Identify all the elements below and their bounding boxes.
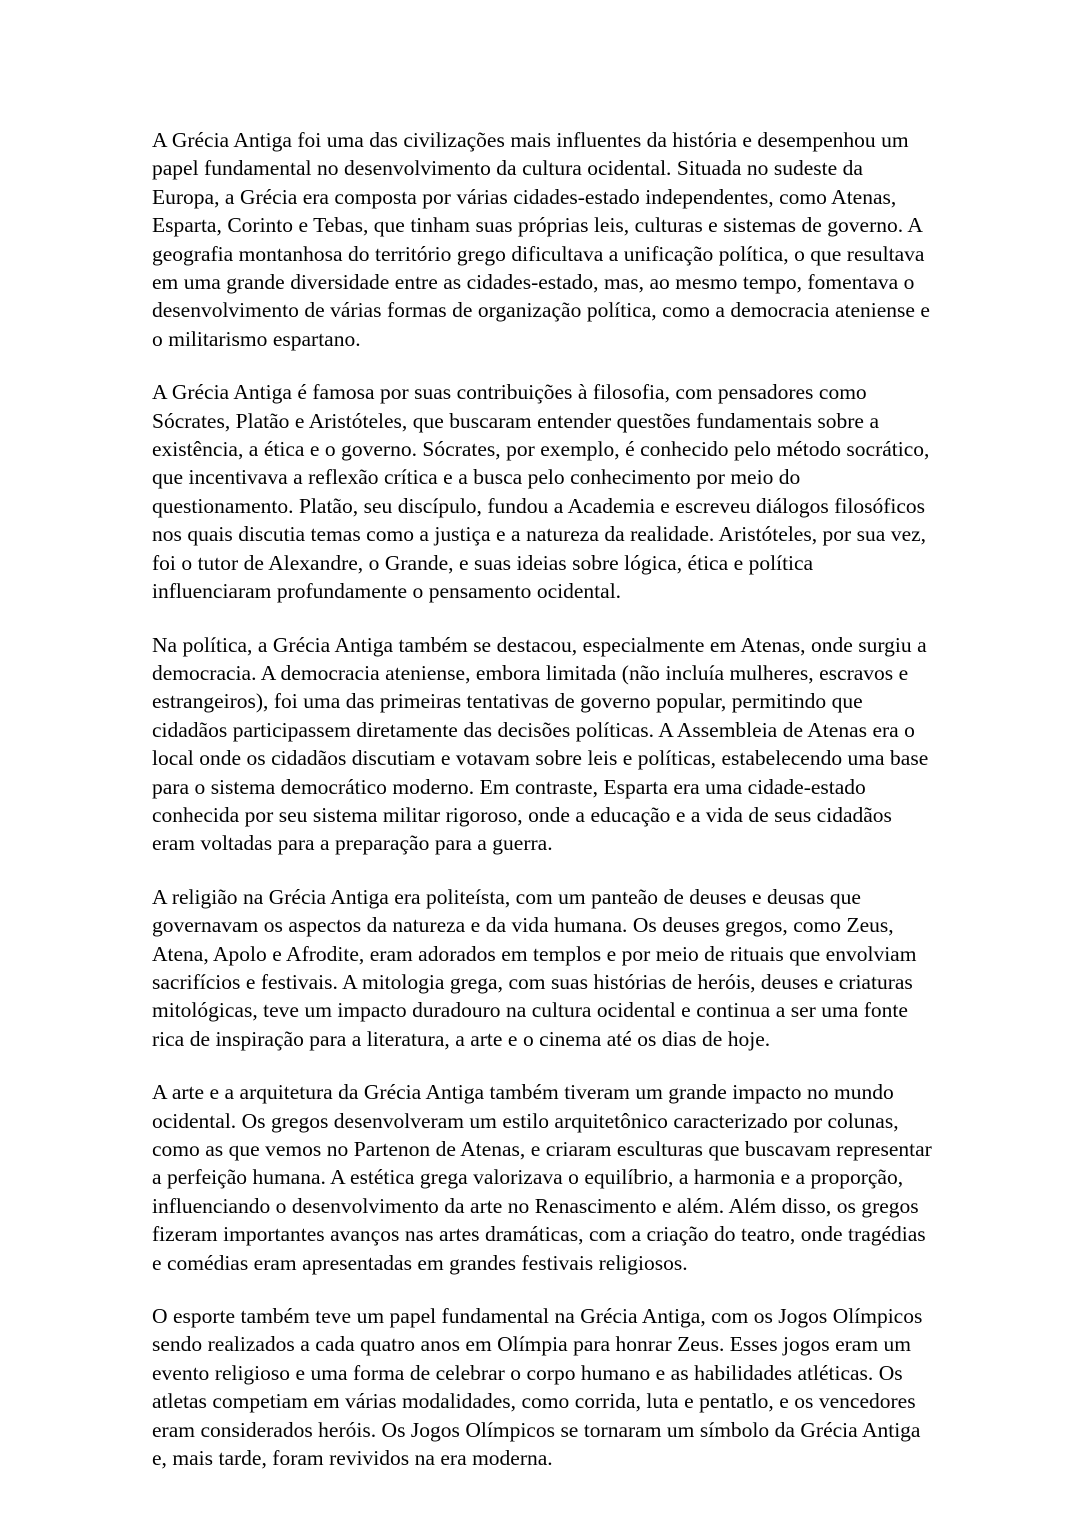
paragraph-3: Na política, a Grécia Antiga também se destacou, especialmente em Atenas, onde surgiu a democracia. A democracia ateniense, embora limitada (não incluía mulheres, escravos e estrangeiros), foi uma das primeiras tentativas de governo popular, permitindo que cidadãos participassem diretamente das decisões políticas. A Assembleia de Atenas era o local onde os cidadãos discutiam e votavam sobre leis e políticas, estabelecendo uma base para o sistema democrático moderno. Em contraste, Esparta era uma cidade-estado conhecida por seu sistema militar rigoroso, onde a educação e a vida de seus cidadãos eram voltadas para a preparação para a guerra. bbox=[152, 632, 929, 856]
paragraph-1: A Grécia Antiga foi uma das civilizações mais influentes da história e desempenhou um papel fundamental no desenvolvimento da cultura ocidental. Situada no sudeste da Europa, a Grécia era composta por várias cidades-estado independentes, como Atenas, Esparta, Corinto e Tebas, que tinham suas próprias leis, culturas e sistemas de governo. A geografia montanhosa do território grego dificultava a unificação política, o que resultava em uma grande diversidade entre as cidades-estado, mas, ao mesmo tempo, fomentava o desenvolvimento de várias formas de organização política, como a democracia ateniense e o militarismo espartano. bbox=[152, 128, 930, 351]
paragraph-4: A religião na Grécia Antiga era politeísta, com um panteão de deuses e deusas que governavam os aspectos da natureza e da vida humana. Os deuses gregos, como Zeus, Atena, Apolo e Afrodite, eram adorados em templos e por meio de rituais que envolviam sacrifícios e festivais. A mitologia grega, com suas histórias de heróis, deuses e criaturas mitológicas, teve um impacto duradouro na cultura ocidental e continua a ser uma fonte rica de inspiração para a literatura, a arte e o cinema até os dias de hoje. bbox=[152, 884, 917, 1051]
paragraph-2: A Grécia Antiga é famosa por suas contribuições à filosofia, com pensadores como Sócrates, Platão e Aristóteles, que buscaram entender questões fundamentais sobre a existência, a ética e o governo. Sócrates, por exemplo, é conhecido pelo método socrático, que incentivava a reflexão crítica e a busca pelo conhecimento por meio do questionamento. Platão, seu discípulo, fundou a Academia e escreveu diálogos filosóficos nos quais discutia temas como a justiça e a natureza da realidade. Aristóteles, por sua vez, foi o tutor de Alexandre, o Grande, e suas ideias sobre lógica, ética e política influenciaram profundamente o pensamento ocidental. bbox=[152, 380, 930, 604]
document-text-body bbox=[152, 126, 932, 1472]
paragraph-6: O esporte também teve um papel fundamental na Grécia Antiga, com os Jogos Olímpicos sendo realizados a cada quatro anos em Olímpia para honrar Zeus. Esses jogos eram um evento religioso e uma forma de celebrar o corpo humano e as habilidades atléticas. Os atletas competiam em várias modalidades, como corrida, luta e pentatlo, e os vencedores eram considerados heróis. Os Jogos Olímpicos se tornaram um símbolo da Grécia Antiga e, mais tarde, foram revividos na era moderna. bbox=[152, 1304, 923, 1471]
paragraph-5: A arte e a arquitetura da Grécia Antiga também tiveram um grande impacto no mundo ocidental. Os gregos desenvolveram um estilo arquitetônico caracterizado por colunas, como as que vemos no Partenon de Atenas, e criaram esculturas que buscavam representar a perfeição humana. A estética grega valorizava o equilíbrio, a harmonia e a proporção, influenciando o desenvolvimento da arte no Renascimento e além. Além disso, os gregos fizeram importantes avanços nas artes dramáticas, com a criação do teatro, onde tragédias e comédias eram apresentadas em grandes festivais religiosos. bbox=[152, 1080, 932, 1275]
